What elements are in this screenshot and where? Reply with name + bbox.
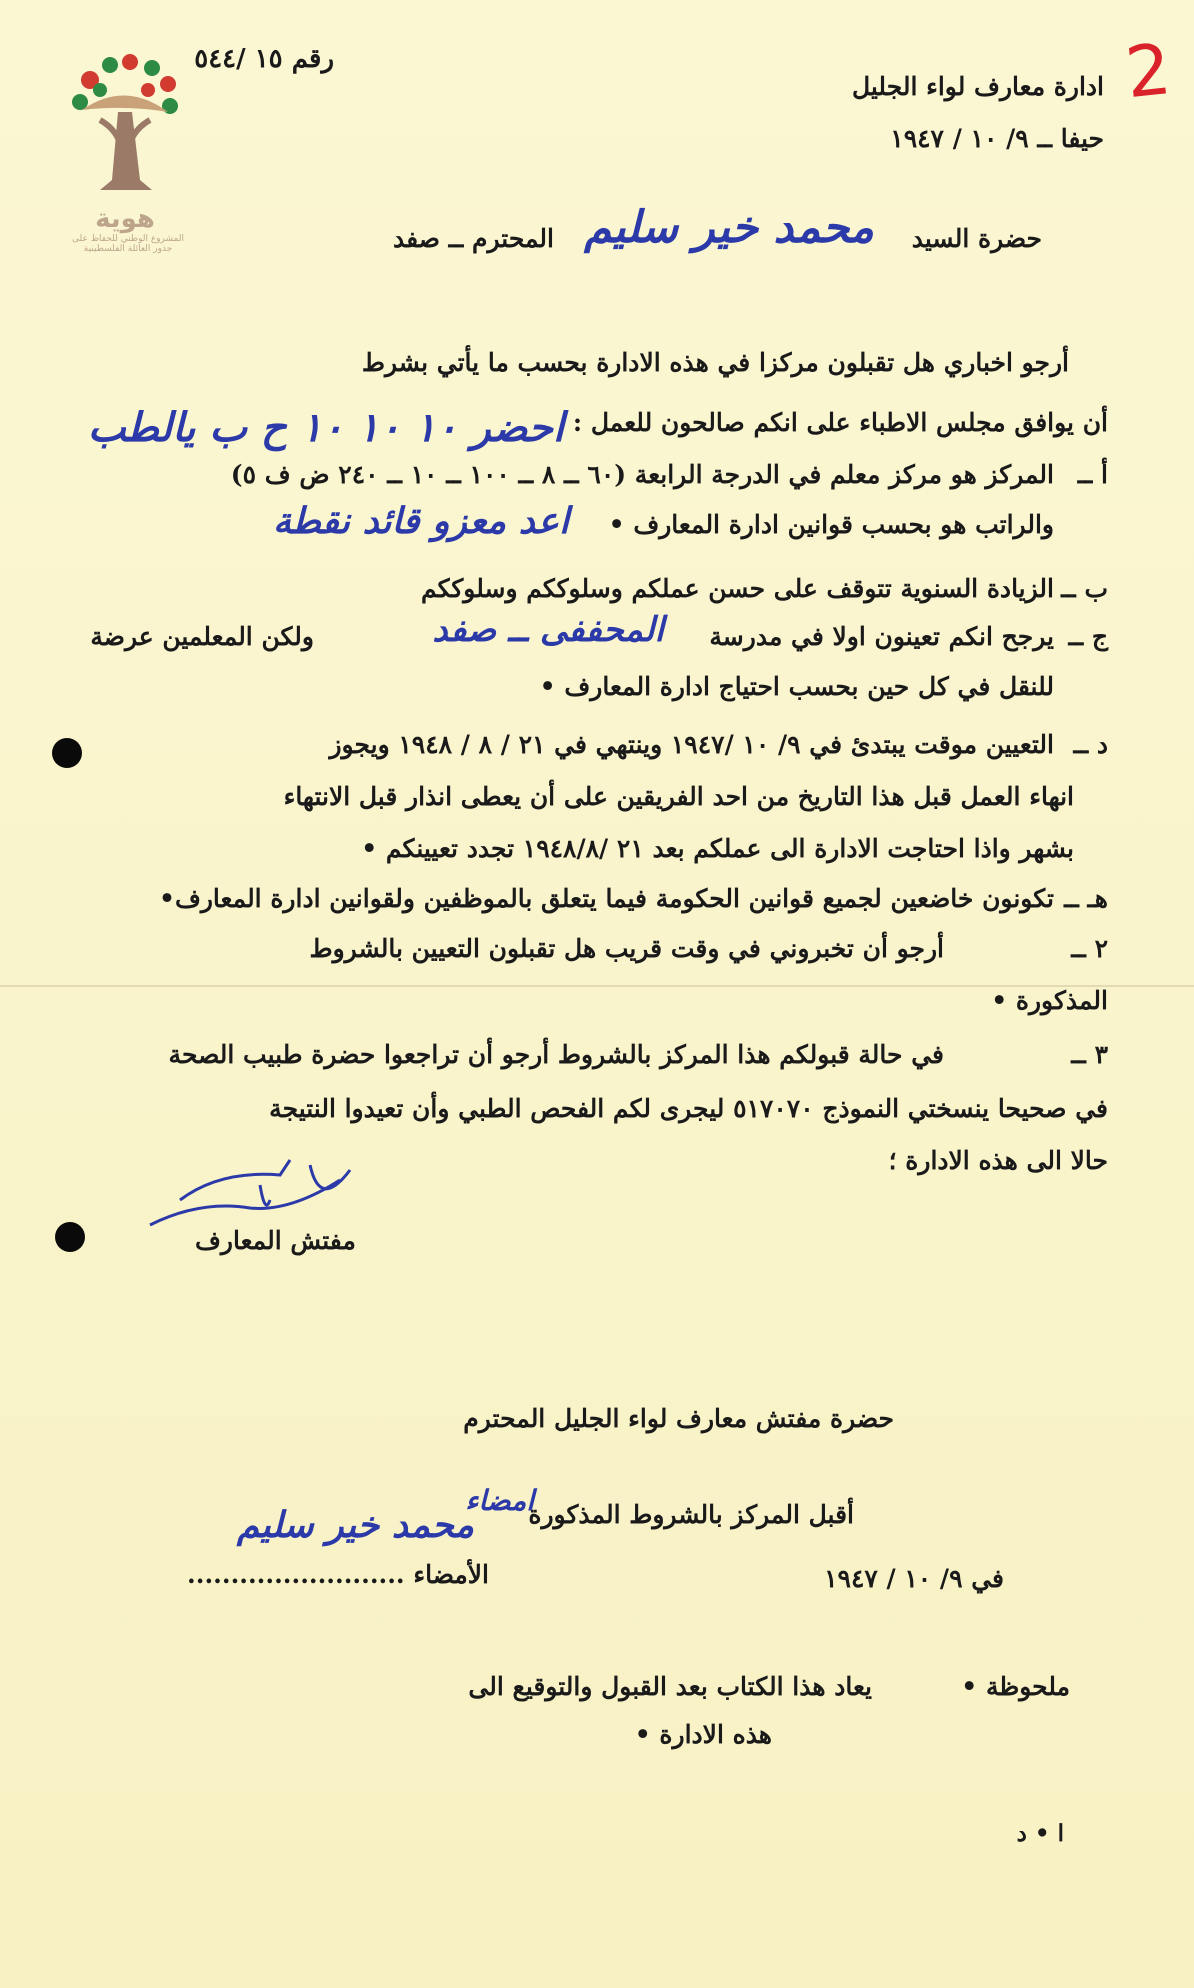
corner-number: 2 bbox=[1121, 27, 1175, 115]
item-a-handwritten: اعد معزو قائد نقطة bbox=[272, 500, 569, 542]
item-3-line2: في صحيحا ينسختي النموذج ٥١٧٠٧٠ ليجرى لكم الفحص الطبي وأن تعيدوا النتيجة bbox=[269, 1094, 1108, 1123]
reply-accept-handwritten: امضاء bbox=[465, 1484, 534, 1517]
condition-handwritten: احضر ١٠ ١٠ ١٠ ح ب يالطب bbox=[87, 404, 564, 451]
tree-logo-icon bbox=[60, 50, 190, 200]
punch-hole-lower bbox=[55, 1222, 85, 1252]
logo bbox=[60, 50, 190, 260]
item-d-line2: انهاء العمل قبل هذا التاريخ من احد الفريقين على أن يعطى انذار قبل الانتهاء bbox=[283, 782, 1074, 811]
place-date: حيفا ــ ٩/ ١٠ / ١٩٤٧ bbox=[890, 124, 1104, 153]
item-2-text: أرجو أن تخبروني في وقت قريب هل تقبلون التعيين بالشروط bbox=[309, 934, 944, 963]
reply-sign-label: الأمضاء ......................... bbox=[187, 1560, 489, 1589]
logo-caption-2: جذور العائلة الفلسطينية bbox=[83, 244, 173, 254]
item-a-text: المركز هو مركز معلم في الدرجة الرابعة (٦٠ ــ ٨ ــ ١٠٠ ــ ١٠ ــ ٢٤٠ ض ف ٥) bbox=[230, 460, 1054, 489]
item-d-line3: بشهر واذا احتاجت الادارة الى عملكم بعد ٢١ /١٩٤٨/٨ تجدد تعيينكم • bbox=[361, 834, 1074, 863]
condition-text: أن يوافق مجلس الاطباء على انكم صالحون للعمل : bbox=[572, 408, 1108, 437]
logo-title: هوية bbox=[95, 204, 155, 234]
recipient-name: محمد خير سليم bbox=[584, 202, 874, 253]
item-3-text: في حالة قبولكم هذا المركز بالشروط أرجو أن تراجعوا حضرة طبيب الصحة bbox=[168, 1040, 944, 1069]
reply-accept: أقبل المركز بالشروط المذكورة bbox=[528, 1500, 854, 1529]
item-c-line2: للنقل في كل حين بحسب احتياج ادارة المعارف • bbox=[539, 672, 1054, 701]
note-line2: هذه الادارة • bbox=[634, 1720, 772, 1749]
item-c-school-handwritten: المحففى ــ صفد bbox=[432, 610, 664, 650]
signature-title: مفتش المعارف bbox=[195, 1226, 356, 1255]
address-suffix: المحترم ــ صفد bbox=[392, 224, 554, 253]
logo-caption-1: المشروع الوطني للحفاظ على bbox=[71, 234, 184, 244]
initials: ا • د bbox=[1016, 1820, 1064, 1847]
item-a-line2: والراتب هو بحسب قوانين ادارة المعارف • bbox=[608, 510, 1054, 539]
reply-date: في ٩/ ١٠ / ١٩٤٧ bbox=[824, 1564, 1004, 1593]
reply-sign-handwritten: محمد خير سليم bbox=[236, 1504, 474, 1546]
department-name: ادارة معارف لواء الجليل bbox=[851, 72, 1104, 101]
item-c-text: يرجح انكم تعينون اولا في مدرسة bbox=[709, 622, 1054, 651]
item-h-text: تكونون خاضعين لجميع قوانين الحكومة فيما يتعلق بالموظفين ولقوانين ادارة المعارف• bbox=[158, 884, 1054, 913]
intro-text: أرجو اخباري هل تقبلون مركزا في هذه الادارة بحسب ما يأتي بشرط bbox=[361, 348, 1069, 377]
reply-address: حضرة مفتش معارف لواء الجليل المحترم bbox=[463, 1404, 894, 1433]
item-h-label: هـ ــ bbox=[1064, 884, 1108, 913]
item-d-label: د ــ bbox=[1073, 730, 1108, 759]
item-a-label: أ ــ bbox=[1077, 460, 1108, 489]
note-line1: يعاد هذا الكتاب بعد القبول والتوقيع الى bbox=[468, 1672, 872, 1701]
item-3-label: ٣ ــ bbox=[1071, 1040, 1108, 1069]
item-3-line3: حالا الى هذه الادارة ؛ bbox=[888, 1146, 1108, 1175]
item-2-label: ٢ ــ bbox=[1071, 934, 1108, 963]
address-prefix: حضرة السيد bbox=[911, 224, 1042, 253]
punch-hole-upper bbox=[52, 738, 82, 768]
item-d-line1: التعيين موقت يبتدئ في ٩/ ١٠ /١٩٤٧ وينتهي في ٢١ / ٨ / ١٩٤٨ ويجوز bbox=[329, 730, 1054, 759]
item-2-line2: المذكورة • bbox=[991, 986, 1108, 1015]
item-b-text: الزيادة السنوية تتوقف على حسن عملكم وسلوككم وسلوككم bbox=[420, 574, 1054, 603]
reference-number: رقم ١٥ /٥٤٤ bbox=[194, 44, 334, 74]
note-label: ملحوظة • bbox=[961, 1672, 1070, 1701]
item-c-label: ج ــ bbox=[1068, 622, 1108, 651]
item-c-tail: ولكن المعلمين عرضة bbox=[90, 622, 314, 651]
item-b-label: ب ــ bbox=[1061, 574, 1108, 603]
